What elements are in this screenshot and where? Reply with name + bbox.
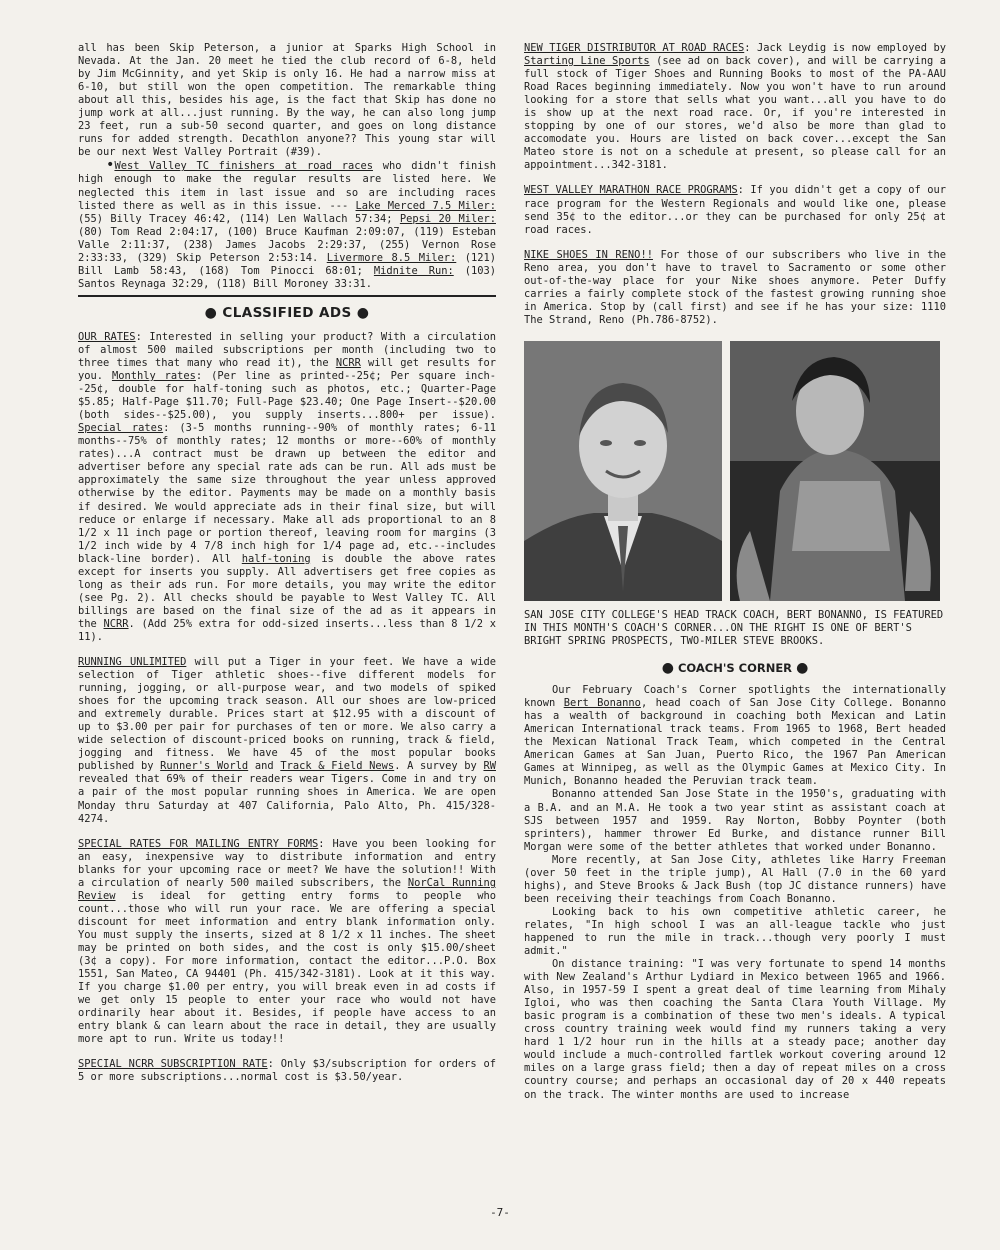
- coachs-corner-heading: ● COACH'S CORNER ●: [661, 660, 809, 677]
- spacer: [78, 826, 496, 838]
- right-column: [524, 42, 946, 1102]
- photo-row: [524, 341, 946, 601]
- spacer: [524, 237, 946, 249]
- section-divider: [78, 295, 496, 297]
- bullet-icon: •: [106, 157, 115, 174]
- running-unlimited-paragraph: RUNNING UNLIMITED will put a Tiger in your feet. We have a wide selection of Tiger athletic shoes--five different models for running, jogging, or all-purpose wear, and two models of spiked shoes for the upcoming track season. All our shoes are low-priced and extremely durable. Prices start at $12.95 with a discount of up to $3.00 per pair for purchases of ten or more. We also carry a wide selection of discount-priced books on running, track & field, jogging and fitness. We have 45 of the most popular books published by Runner's World and Track & Field News. A survey by RW revealed that 69% of their readers wear Tigers. Come in and try on a pair of the most popular running shoes in America. We are open Monday thru Saturday at 407 California, Palo Alto, Ph. 415/328-4274.: [78, 656, 496, 825]
- spacer: [78, 1046, 496, 1058]
- subscription-rate-paragraph: SPECIAL NCRR SUBSCRIPTION RATE: Only $3/subscription for orders of 5 or more subscriptions...normal cost is $3.50/year.: [78, 1058, 496, 1084]
- coachs-corner-paragraph-1: Our February Coach's Corner spotlights the internationally known Bert Bonanno, head coach of San Jose City College. Bonanno has a wealth of background in coaching both Mexican and Latin American International track teams. From 1965 to 1968, Bert headed the Mexican National Track Team, which competed in the Central American Games at San Juan, Puerto Rico, the 1967 Pan American Games at Winnipeg, as well as the Olympic Games at Mexico City. In Munich, Bonanno headed the Peruvian track team.: [524, 684, 946, 788]
- classified-ads-heading: ● CLASSIFIED ADS ●: [204, 304, 370, 321]
- coach-portrait-photo: [524, 341, 722, 601]
- bullet-icon: ●: [661, 660, 674, 677]
- spacer: [524, 172, 946, 184]
- nike-reno-paragraph: NIKE SHOES IN RENO!! For those of our subscribers who live in the Reno area, you don't have to travel to Sacramento or some other out-of-the-way place for your Nike shoes anymore. Peter Duffy carries a fairly complete stock of the fastest growing running shoe in America. Stop by (call first) and see if he has your size: 1110 The Strand, Reno (Ph.786-8752).: [524, 248, 946, 326]
- bullet-icon: ●: [356, 304, 370, 321]
- photo-caption: SAN JOSE CITY COLLEGE'S HEAD TRACK COACH, BERT BONANNO, IS FEATURED IN THIS MONTH'S COACH'S CORNER...ON THE RIGHT IS ONE OF BERT'S BRIGHT SPRING PROSPECTS, TWO-MILER STEVE BROOKS.: [524, 608, 944, 648]
- bullet-icon: ●: [204, 304, 218, 321]
- skip-peterson-paragraph: all has been Skip Peterson, a junior at Sparks High School in Nevada. At the Jan. 20 meet he tied the club record of 6-8, held by Jim McGinnity, and yet Skip is only 16. He had a narrow miss at 6-10, but still won the open competition. The remarkable thing about all this, besides his age, is the fact that Skip has done no jump work at all...just running. By the way, he can also long jump 23 feet, run a sub-50 second quarter, and goes on long distance runs for added strength. Decathlon anyone?? This young star will be our next West Valley Portrait (#39).: [78, 42, 496, 159]
- coachs-corner-paragraph-3: More recently, at San Jose City, athletes like Harry Freeman (over 50 feet in the triple jump), Al Hall (7.0 in the 60 yard highs), and Steve Brooks & Jack Bush (top JC distance runners) have been receiving their teachings from Coach Bonanno.: [524, 853, 946, 905]
- runner-photo: [730, 341, 940, 601]
- tiger-distributor-paragraph: NEW TIGER DISTRIBUTOR AT ROAD RACES: Jack Leydig is now employed by Starting Line Sports (see ad on back cover), and will be carrying a full stock of Tiger Shoes and Running Books to most of the PA-AAU Road Races beginning immediately. Now you won't have to run around looking for a store that sells what you want...all you have to do is show up at the next road race. Or, if you're interested in stopping by one of our stores, we'd also be more than glad to accomodate you. Hours are listed on back cover...except the San Mateo store is not on a schedule at present, so please call for an appointment...342-3181.: [524, 42, 946, 172]
- race-programs-paragraph: WEST VALLEY MARATHON RACE PROGRAMS: If you didn't get a copy of our race program for the Western Regionals and would like one, please send 35¢ to the editor...or they can be purchased for only 25¢ at road races.: [524, 184, 946, 236]
- coachs-corner-paragraph-5: On distance training: "I was very fortunate to spend 14 months with New Zealand's Arthur Lydiard in Mexico between 1965 and 1966. Also, in 1957-59 I spent a great deal of time learning from Mihaly Igloi, who was then coaching the Santa Clara Youth Village. My basic program is a combination of these two men's ideals. A typical cross country training week would find my runners taking a very hard 1 1/2 hour run in the hills at a steady pace; another day would include a much-controlled fartlek workout covering around 12 miles on a large grass field; then a day of repeat miles on a cross country course; and perhaps an occasional day of 20 x 440 repeats on the track. The winter months are used to increase: [524, 958, 946, 1101]
- road-race-finishers-paragraph: •West Valley TC finishers at road races who didn't finish high enough to make the regular results are listed here. We neglected this item in last issue and so are including races listed there as well as in this issue. --- Lake Merced 7.5 Miler: (55) Billy Tracey 46:42, (114) Len Wallach 57:34; Pepsi 20 Miler: (80) Tom Read 2:04:17, (100) Bruce Kaufman 2:09:07, (119) Esteban Valle 2:11:37, (238) James Jacobs 2:29:37, (255) Vernon Rose 2:33:33, (329) Skip Peterson 2:53:14. Livermore 8.5 Miler: (121) Bill Lamb 58:43, (168) Tom Pinocci 68:01; Midnite Run: (103) Santos Reynaga 32:29, (118) Bill Moroney 33:31.: [78, 157, 497, 290]
- coachs-corner-paragraph-2: Bonanno attended San Jose State in the 1950's, graduating with a B.A. and an M.A. He took a two year stint as assistant coach at SJS between 1957 and 1959. Ray Norton, Bobby Poynter (both sprinters), hammer thrower Ed Burke, and distance runner Bill Morgan were some of the better athletes that worked under Bonanno.: [524, 788, 946, 853]
- bullet-icon: ●: [796, 660, 809, 677]
- spacer: [78, 644, 496, 656]
- left-column: [78, 42, 496, 1084]
- page-number: -7-: [490, 1206, 510, 1219]
- coachs-corner-paragraph-4: Looking back to his own competitive athletic career, he relates, "In high school I was an all-league tackle who just happened to run the mile in track...though very poorly I must admit.": [524, 905, 946, 958]
- our-rates-paragraph: OUR RATES: Interested in selling your product? With a circulation of almost 500 mailed subscriptions per month (including two to three times that many who read it), the NCRR will get results for you. Monthly rates: (Per line as printed--25¢; Per square inch--25¢, double for half-toning such as photos, etc.; Quarter-Page $5.85; Half-Page $11.70; Full-Page $23.40; One Page Insert--$20.00 (both sides--$25.00), you supply inserts...800+ per issue). Special rates: (3-5 months running--90% of monthly rates; 6-11 months--75% of monthly rates; 12 months or more--60% of monthly rates)...A contract must be drawn up between the editor and advertiser before any special rate ads can be run. All ads must be approximately the same size throughout the year unless approved otherwise by the editor. Payments may be made on a monthly basis if desired. We would appreciate ads in their final size, but will reduce or enlarge if necessary. Make all ads proportional to an 8 1/2 x 11 inch page or portion thereof, leaving room for margins (3 1/2 inch wide by 4 7/8 inch high for 1/4 page ad, etc.--includes black-line border). All half-toning is double the above rates except for inserts you supply. All advertisers get free copies as long as their ads run. For more details, you may write the editor (see Pg. 2). All checks should be payable to West Valley TC. All billings are based on the final size of the ad as it appears in the NCRR. (Add 25% extra for odd-sized inserts...less than 8 1/2 x 11).: [78, 330, 496, 643]
- entry-forms-paragraph: SPECIAL RATES FOR MAILING ENTRY FORMS: Have you been looking for an easy, inexpensive way to distribute information and entry blanks for your upcoming race or meet? We have the solution!! With a circulation of nearly 500 mailed subscribers, the NorCal Running Review is ideal for getting entry forms to people who count...those who will run your race. We are offering a special discount for meet information and entry blank information only. You must supply the inserts, sized at 8 1/2 x 11 inches. The sheet may be printed on both sides, and the cost is only $15.00/sheet (3¢ a copy). For more information, contact the editor...P.O. Box 1551, San Mateo, CA 94401 (Ph. 415/342-3181). Look at it this way. If you charge $1.00 per entry, you will break even in ad costs if we get only 15 people to enter your race who would not have ordinarily hear about it. Besides, if people have access to an entry blank & can learn about the race in detail, they are usually more apt to run. Write us today!!: [78, 837, 496, 1046]
